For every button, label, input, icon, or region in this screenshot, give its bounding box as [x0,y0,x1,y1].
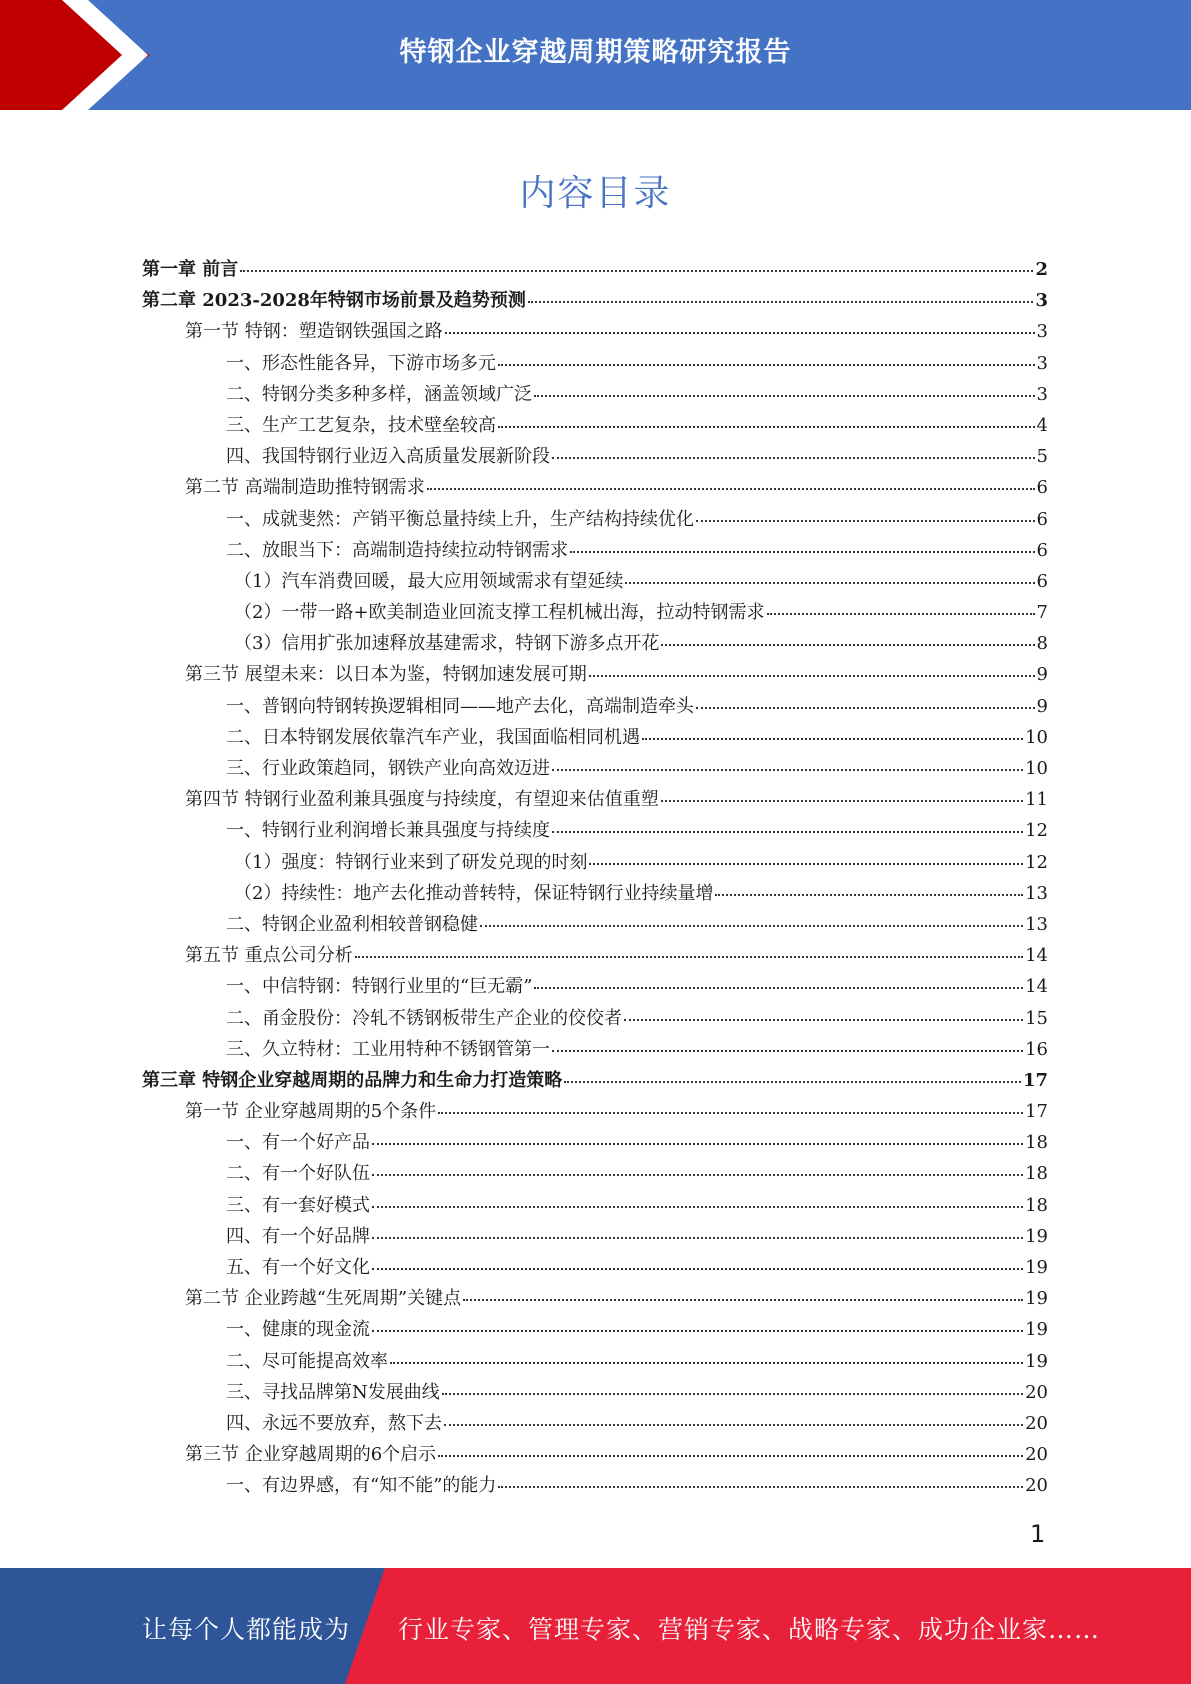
toc-entry-page: 3 [1036,352,1048,374]
toc-entry[interactable] [142,504,1048,535]
toc-entry-page: 18 [1025,1194,1048,1216]
toc-entry-page: 19 [1025,1288,1048,1310]
toc-entry[interactable] [142,722,1048,753]
toc-leader-dots [715,894,1023,896]
toc-entry[interactable] [142,1096,1048,1127]
toc-entry-title: 三、生产工艺复杂，技术壁垒较高 [226,414,496,436]
toc-leader-dots [589,863,1023,865]
toc-entry-page: 5 [1036,446,1048,468]
toc-entry-page: 19 [1025,1225,1048,1247]
toc-entry-title: 一、特钢行业利润增长兼具强度与持续度 [226,820,550,842]
toc-entry[interactable] [142,410,1048,441]
toc-leader-dots [696,520,1035,522]
toc-entry[interactable] [142,348,1048,379]
toc-title: 内容目录 [519,173,672,214]
toc-entry-page: 6 [1036,539,1048,561]
toc-leader-dots [445,332,1035,334]
toc-entry-title: 二、特钢企业盈利相较普钢稳健 [226,913,478,935]
toc-entry-title: （1）汽车消费回暖，最大应用领域需求有望延续 [234,570,624,592]
toc-entry-page: 3 [1035,290,1048,312]
toc-entry-page: 18 [1025,1132,1048,1154]
toc-entry[interactable] [142,878,1048,909]
toc-entry-title: 三、行业政策趋同，钢铁产业向高效迈进 [226,758,550,779]
toc-leader-dots [240,270,1033,272]
toc-leader-dots [661,644,1034,646]
toc-entry[interactable] [142,784,1048,815]
toc-entry-title: 三、久立特材：工业用特种不锈钢管第一 [226,1038,550,1060]
toc-leader-dots [372,1268,1023,1270]
toc-entry-page: 13 [1025,913,1048,935]
toc-entry-page: 19 [1025,1257,1048,1278]
toc-leader-dots [528,301,1034,303]
toc-entry[interactable] [142,1377,1048,1408]
toc-leader-dots [372,1143,1023,1145]
toc-entry[interactable] [142,441,1048,472]
toc-entry-page: 3 [1036,321,1048,343]
toc-leader-dots [372,1206,1023,1208]
toc-entry[interactable] [142,1065,1048,1096]
toc-entry-page: 19 [1025,1319,1048,1341]
toc-leader-dots [438,1455,1023,1457]
toc-leader-dots [589,675,1035,677]
toc-entry[interactable] [142,659,1048,690]
toc-entry-page: 7 [1036,602,1048,624]
toc-entry[interactable] [142,753,1048,784]
toc-entry-page: 14 [1025,945,1048,967]
toc-leader-dots [661,800,1023,802]
toc-leader-dots [438,1112,1023,1114]
toc-entry[interactable] [142,1314,1048,1345]
toc-leader-dots [767,613,1035,615]
toc-entry-page: 20 [1025,1381,1048,1403]
toc-leader-dots [372,1174,1023,1176]
toc-entry-page: 3 [1036,383,1048,405]
toc-leader-dots [463,1299,1023,1301]
toc-entry-title: 第二节 企业跨越“生死周期”关键点 [185,1288,462,1310]
toc-entry-title: 一、成就斐然：产销平衡总量持续上升，生产结构持续优化 [226,508,694,530]
toc-entry-title: 第四节 特钢行业盈利兼具强度与持续度，有望迎来估值重塑 [185,789,659,811]
toc-leader-dots [570,551,1035,553]
toc-entry-page: 10 [1025,726,1048,748]
toc-entry-page: 11 [1025,789,1048,811]
toc-leader-dots [625,582,1034,584]
toc-entry[interactable] [142,316,1048,347]
toc-entry[interactable] [142,909,1048,940]
toc-leader-dots [624,1019,1023,1021]
toc-entry-title: 第五节 重点公司分析 [185,945,353,967]
toc-leader-dots [552,831,1023,833]
toc-entry[interactable] [142,847,1048,878]
toc-entry-title: 四、有一个好品牌 [226,1225,370,1247]
toc-leader-dots [552,769,1023,771]
toc-entry[interactable] [142,1346,1048,1377]
toc-entry[interactable] [142,1252,1048,1283]
toc-entry-title: 二、尽可能提高效率 [226,1350,388,1372]
toc-entry-title: 第一节 企业穿越周期的5个条件 [185,1101,437,1123]
toc-entry-title: 一、普钢向特钢转换逻辑相同——地产去化，高端制造牵头 [226,695,694,717]
toc-entry[interactable] [142,472,1048,503]
toc-leader-dots [372,1330,1023,1332]
toc-entry-title: 一、健康的现金流 [226,1319,370,1341]
toc-entry[interactable] [142,379,1048,410]
toc-entry[interactable] [142,566,1048,597]
toc-entry-title: （2）持续性：地产去化推动普转特，保证特钢行业持续量增 [234,882,714,904]
toc-entry-page: 2 [1035,259,1048,280]
toc-entry[interactable] [142,285,1048,316]
toc-entry[interactable] [142,940,1048,971]
toc-entry-page: 20 [1025,1475,1048,1497]
toc-entry-title: 二、日本特钢发展依靠汽车产业，我国面临相同机遇 [226,726,640,748]
toc-entry-page: 13 [1025,882,1048,904]
toc-entry-page: 6 [1036,477,1048,499]
header-title: 特钢企业穿越周期策略研究报告 [399,37,792,68]
toc-entry-title: 五、有一个好文化 [226,1257,370,1278]
page-number: 1 [1030,1520,1046,1548]
toc-entry-title: 第一章 前言 [142,259,239,280]
toc-entry-page: 16 [1025,1038,1048,1060]
toc-entry-page: 18 [1025,1163,1048,1185]
toc-leader-dots [498,426,1035,428]
toc-entry-page: 17 [1022,1069,1048,1091]
toc-entry[interactable] [142,1439,1048,1470]
toc-entry-title: 一、中信特钢：特钢行业里的“巨无霸” [226,976,533,998]
toc-entry-page: 8 [1036,633,1048,655]
toc-leader-dots [427,488,1035,490]
toc-entry-page: 15 [1025,1007,1048,1029]
toc-entry[interactable] [142,971,1048,1002]
toc-entry[interactable] [142,1034,1048,1065]
toc-entry[interactable] [142,1283,1048,1314]
toc-entry-title: 一、形态性能各异，下游市场多元 [226,352,496,374]
toc-entry[interactable] [142,815,1048,846]
toc-leader-dots [534,395,1035,397]
toc-entry-page: 6 [1036,570,1048,592]
toc-entry[interactable] [142,597,1048,628]
toc-entry-page: 12 [1025,851,1048,873]
footer-slogan-left: 让每个人都能成为 [142,1615,351,1644]
toc-entry-page: 20 [1025,1444,1048,1466]
page-header [0,0,1191,110]
toc-entry[interactable] [142,1221,1048,1252]
toc-entry[interactable] [142,1470,1048,1501]
toc-entry-title: （2）一带一路+欧美制造业回流支撑工程机械出海，拉动特钢需求 [234,602,765,624]
toc-entry-title: 三、寻找品牌第N发展曲线 [226,1381,440,1403]
toc-entry[interactable] [142,1190,1048,1221]
toc-entry-title: （3）信用扩张加速释放基建需求，特钢下游多点开花 [234,633,660,655]
toc-entry-page: 14 [1025,976,1048,998]
toc-entry-title: 第一节 特钢：塑造钢铁强国之路 [185,321,443,343]
toc-entry-title: 第二章 2023-2028年特钢市场前景及趋势预测 [142,290,526,312]
toc-entry-title: 第三章 特钢企业穿越周期的品牌力和生命力打造策略 [142,1069,563,1091]
toc-entry-title: 四、永远不要放弃，熬下去 [226,1412,442,1434]
toc-entry[interactable] [142,1408,1048,1439]
toc-entry-page: 12 [1025,820,1048,842]
toc-entry-page: 20 [1025,1412,1048,1434]
toc-leader-dots [480,925,1023,927]
toc-leader-dots [498,364,1035,366]
toc-entry-title: 二、甬金股份：冷轧不锈钢板带生产企业的佼佼者 [226,1007,622,1029]
toc-entry[interactable] [142,628,1048,659]
toc-entry-page: 19 [1025,1350,1048,1372]
table-of-contents [142,254,1048,1502]
page-footer [0,1568,1191,1684]
toc-entry[interactable] [142,1158,1048,1189]
toc-leader-dots [534,987,1023,989]
toc-leader-dots [390,1362,1023,1364]
toc-leader-dots [552,457,1035,459]
toc-entry-title: 第二节 高端制造助推特钢需求 [185,477,425,499]
toc-entry-title: 第三节 企业穿越周期的6个启示 [185,1444,437,1466]
toc-leader-dots [552,1050,1023,1052]
toc-leader-dots [442,1393,1023,1395]
toc-entry-title: 二、特钢分类多种多样，涵盖领域广泛 [226,383,532,405]
toc-entry-title: 第三节 展望未来：以日本为鉴，特钢加速发展可期 [185,664,587,686]
footer-slogan-right: 行业专家、管理专家、营销专家、战略专家、成功企业家…… [398,1615,1101,1644]
toc-entry-page: 17 [1025,1101,1048,1123]
toc-entry-title: 二、有一个好队伍 [226,1163,370,1185]
toc-entry[interactable] [142,535,1048,566]
toc-entry-title: 四、我国特钢行业迈入高质量发展新阶段 [226,446,550,468]
toc-leader-dots [372,1237,1023,1239]
toc-entry-title: 二、放眼当下：高端制造持续拉动特钢需求 [226,539,568,561]
toc-leader-dots [498,1486,1023,1488]
toc-entry-title: 三、有一套好模式 [226,1194,370,1216]
toc-entry[interactable] [142,691,1048,722]
toc-entry[interactable] [142,254,1048,285]
toc-entry[interactable] [142,1127,1048,1158]
toc-entry-title: 一、有一个好产品 [226,1132,370,1154]
toc-leader-dots [696,707,1035,709]
toc-entry-page: 9 [1036,664,1048,686]
toc-leader-dots [564,1081,1021,1083]
toc-leader-dots [355,956,1023,958]
toc-leader-dots [444,1424,1023,1426]
toc-leader-dots [642,738,1023,740]
toc-entry[interactable] [142,1003,1048,1034]
toc-entry-page: 4 [1036,414,1048,436]
toc-entry-title: （1）强度：特钢行业来到了研发兑现的时刻 [234,851,588,873]
toc-entry-page: 9 [1036,695,1048,717]
toc-entry-page: 10 [1025,758,1048,779]
toc-entry-page: 6 [1036,508,1048,530]
toc-entry-title: 一、有边界感，有“知不能”的能力 [226,1475,497,1497]
